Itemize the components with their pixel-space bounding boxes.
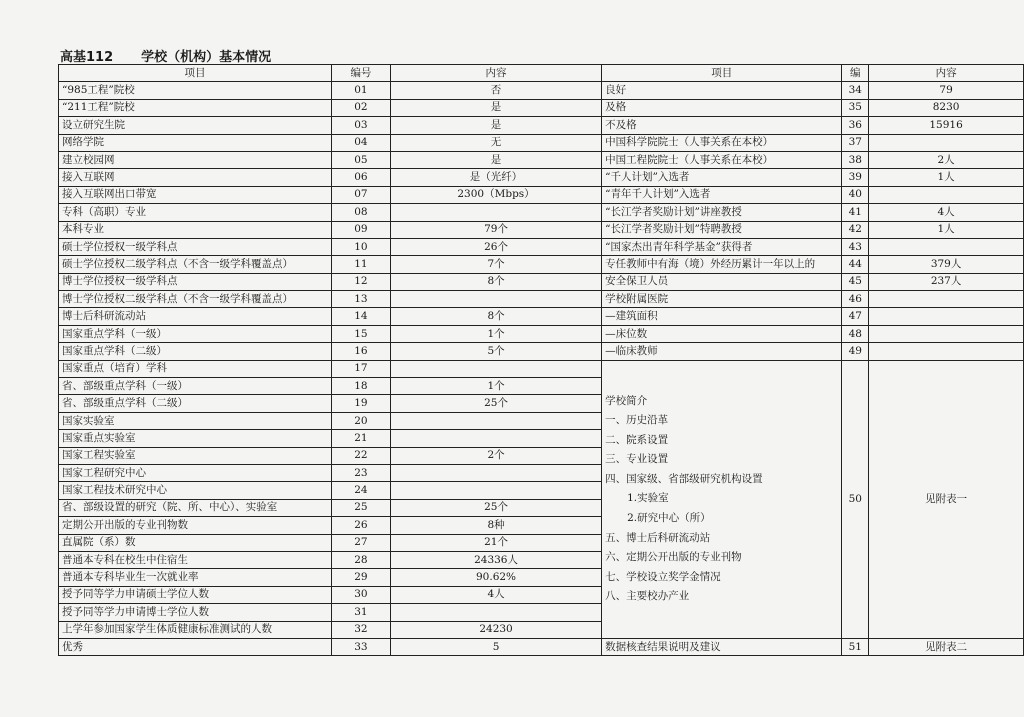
row-content (869, 238, 1024, 255)
row-content: 见附表二 (869, 638, 1024, 655)
row-content: 26个 (390, 238, 601, 255)
row-number: 38 (842, 151, 869, 168)
row-content: 是（光纤） (390, 169, 601, 186)
row-number: 44 (842, 256, 869, 273)
row-item: 国家实验室 (59, 412, 332, 429)
header-content: 内容 (390, 65, 601, 82)
row-item: 专任教师中有海（境）外经历累计一年以上的 (602, 256, 842, 273)
row-item: 硕士学位授权二级学科点（不含一级学科覆盖点） (59, 256, 332, 273)
row-content (390, 604, 601, 621)
row-item: 省、部级重点学科（一级） (59, 378, 332, 395)
row-item: 授予同等学力申请博士学位人数 (59, 604, 332, 621)
row-content: 5个 (390, 343, 601, 360)
row-content (390, 291, 601, 308)
row-content: 90.62% (390, 569, 601, 586)
row-number: 36 (842, 117, 869, 134)
row-item: 省、部级设置的研究（院、所、中心）、实验室 (59, 499, 332, 516)
row-number: 04 (331, 134, 390, 151)
intro-line: 六、定期公开出版的专业刊物 (605, 551, 742, 564)
page-title (60, 46, 299, 65)
header-number: 编 (842, 65, 869, 82)
table-row (59, 238, 1024, 255)
row-content: 1人 (869, 169, 1024, 186)
row-number: 25 (331, 499, 390, 516)
row-item: 普通本专科毕业生一次就业率 (59, 569, 332, 586)
row-content (869, 291, 1024, 308)
row-number: 02 (331, 99, 390, 116)
row-content: 1人 (869, 221, 1024, 238)
row-item: 中国科学院院士（人事关系在本校） (602, 134, 842, 151)
basic-info-table (58, 64, 1024, 656)
row-content: 8个 (390, 273, 601, 290)
row-item: —建筑面积 (602, 308, 842, 325)
row-content: 379人 (869, 256, 1024, 273)
row-content: 15916 (869, 117, 1024, 134)
table-row (59, 169, 1024, 186)
row-number: 48 (842, 325, 869, 342)
row-item: 建立校园网 (59, 151, 332, 168)
row-number: 42 (842, 221, 869, 238)
form-name: 学校（机构）基本情况 (141, 50, 272, 65)
row-number: 30 (331, 586, 390, 603)
row-number: 26 (331, 517, 390, 534)
row-item: 国家工程研究中心 (59, 464, 332, 481)
intro-line: 1.实验室 (627, 492, 669, 505)
row-item: 学校附属医院 (602, 291, 842, 308)
intro-line: 七、学校设立奖学金情况 (605, 570, 721, 583)
row-number: 39 (842, 169, 869, 186)
row-item: 博士后科研流动站 (59, 308, 332, 325)
intro-line: 二、院系设置 (605, 433, 669, 446)
row-item: 国家重点学科（二级） (59, 343, 332, 360)
intro-line: 2.研究中心（所） (627, 512, 711, 525)
table-row (59, 82, 1024, 99)
row-number: 19 (331, 395, 390, 412)
row-number: 34 (842, 82, 869, 99)
row-number: 33 (331, 638, 390, 655)
row-number: 16 (331, 343, 390, 360)
table-row (59, 291, 1024, 308)
intro-number: 50 (842, 360, 869, 638)
table-row (59, 308, 1024, 325)
row-item: 安全保卫人员 (602, 273, 842, 290)
row-item: 设立研究生院 (59, 117, 332, 134)
row-content (390, 412, 601, 429)
table-row (59, 343, 1024, 360)
row-number: 35 (842, 99, 869, 116)
row-item: 不及格 (602, 117, 842, 134)
row-item: 博士学位授权一级学科点 (59, 273, 332, 290)
row-content (390, 360, 601, 377)
row-content (390, 430, 601, 447)
row-number: 18 (331, 378, 390, 395)
row-number: 31 (331, 604, 390, 621)
row-number: 37 (842, 134, 869, 151)
row-content: 无 (390, 134, 601, 151)
row-number: 40 (842, 186, 869, 203)
row-number: 23 (331, 464, 390, 481)
row-item: 省、部级重点学科（二级） (59, 395, 332, 412)
row-content: 是 (390, 99, 601, 116)
header-number: 编号 (331, 65, 390, 82)
row-item: “青年千人计划”入选者 (602, 186, 842, 203)
row-item: 及格 (602, 99, 842, 116)
row-content: 否 (390, 82, 601, 99)
row-item: 网络学院 (59, 134, 332, 151)
table-row (59, 186, 1024, 203)
row-content: 2个 (390, 447, 601, 464)
row-number: 14 (331, 308, 390, 325)
row-item: 国家重点实验室 (59, 430, 332, 447)
row-content (869, 325, 1024, 342)
row-number: 11 (331, 256, 390, 273)
row-number: 29 (331, 569, 390, 586)
intro-line: 五、博士后科研流动站 (605, 531, 711, 544)
row-item: 定期公开出版的专业刊物数 (59, 517, 332, 534)
row-content (390, 464, 601, 481)
table-row (59, 134, 1024, 151)
row-number: 41 (842, 204, 869, 221)
row-content: 21个 (390, 534, 601, 551)
row-item: “211工程”院校 (59, 99, 332, 116)
row-content: 8个 (390, 308, 601, 325)
row-number: 27 (331, 534, 390, 551)
table-row (59, 151, 1024, 168)
row-item: “国家杰出青年科学基金”获得者 (602, 238, 842, 255)
header-item: 项目 (59, 65, 332, 82)
row-content: 5 (390, 638, 601, 655)
row-item: 硕士学位授权一级学科点 (59, 238, 332, 255)
row-item: “985工程”院校 (59, 82, 332, 99)
row-number: 51 (842, 638, 869, 655)
row-content: 4人 (869, 204, 1024, 221)
row-content: 24230 (390, 621, 601, 638)
row-number: 15 (331, 325, 390, 342)
row-content: 79个 (390, 221, 601, 238)
row-number: 07 (331, 186, 390, 203)
row-item: 上学年参加国家学生体质健康标准测试的人数 (59, 621, 332, 638)
row-item: 国家重点（培育）学科 (59, 360, 332, 377)
row-number: 22 (331, 447, 390, 464)
row-number: 17 (331, 360, 390, 377)
school-intro-list (602, 360, 842, 638)
row-item: 博士学位授权二级学科点（不含一级学科覆盖点） (59, 291, 332, 308)
row-content: 2300（Mbps） (390, 186, 601, 203)
row-item: 数据核查结果说明及建议 (602, 638, 842, 655)
table-row (59, 256, 1024, 273)
row-number: 06 (331, 169, 390, 186)
row-content: 237人 (869, 273, 1024, 290)
row-content: 8230 (869, 99, 1024, 116)
row-item: 良好 (602, 82, 842, 99)
row-content: 1个 (390, 378, 601, 395)
row-number: 49 (842, 343, 869, 360)
row-number: 01 (331, 82, 390, 99)
table-header-row (59, 65, 1024, 82)
row-content (390, 204, 601, 221)
table-row (59, 360, 1024, 377)
table-row (59, 117, 1024, 134)
row-item: “长江学者奖励计划”讲座教授 (602, 204, 842, 221)
row-item: “长江学者奖励计划”特聘教授 (602, 221, 842, 238)
row-item: “千人计划”入选者 (602, 169, 842, 186)
header-item: 项目 (602, 65, 842, 82)
row-content: 8种 (390, 517, 601, 534)
row-item: 授予同等学力申请硕士学位人数 (59, 586, 332, 603)
row-number: 43 (842, 238, 869, 255)
row-item: 优秀 (59, 638, 332, 655)
row-item: —床位数 (602, 325, 842, 342)
intro-line: 四、国家级、省部级研究机构设置 (605, 472, 763, 485)
table-row (59, 221, 1024, 238)
row-number: 08 (331, 204, 390, 221)
row-number: 10 (331, 238, 390, 255)
row-number: 05 (331, 151, 390, 168)
header-content: 内容 (869, 65, 1024, 82)
row-item: 国家工程技术研究中心 (59, 482, 332, 499)
row-content: 79 (869, 82, 1024, 99)
intro-line: 一、历史沿革 (605, 414, 669, 427)
intro-line: 三、专业设置 (605, 453, 669, 466)
row-content: 24336人 (390, 551, 601, 568)
table-row (59, 99, 1024, 116)
row-number: 46 (842, 291, 869, 308)
table-row (59, 325, 1024, 342)
row-content: 4人 (390, 586, 601, 603)
row-content (869, 308, 1024, 325)
row-content (869, 343, 1024, 360)
row-content: 2人 (869, 151, 1024, 168)
row-content: 25个 (390, 499, 601, 516)
row-content: 是 (390, 117, 601, 134)
row-number: 21 (331, 430, 390, 447)
intro-line: 八、主要校办产业 (605, 590, 690, 603)
form-code: 高基112 (60, 50, 114, 65)
row-item: 国家工程实验室 (59, 447, 332, 464)
row-item: 本科专业 (59, 221, 332, 238)
row-number: 28 (331, 551, 390, 568)
row-number: 45 (842, 273, 869, 290)
row-number: 09 (331, 221, 390, 238)
row-item: 接入互联网出口带宽 (59, 186, 332, 203)
row-content: 1个 (390, 325, 601, 342)
table-row (59, 204, 1024, 221)
intro-content: 见附表一 (869, 360, 1024, 638)
row-number: 24 (331, 482, 390, 499)
row-content (390, 482, 601, 499)
row-item: 普通本专科在校生中住宿生 (59, 551, 332, 568)
row-content: 是 (390, 151, 601, 168)
row-content (869, 186, 1024, 203)
row-number: 47 (842, 308, 869, 325)
row-content: 7个 (390, 256, 601, 273)
row-item: 直属院（系）数 (59, 534, 332, 551)
intro-line: 学校简介 (605, 394, 648, 407)
table-row (59, 273, 1024, 290)
row-item: 接入互联网 (59, 169, 332, 186)
table-row (59, 638, 1024, 655)
row-item: 国家重点学科（一级） (59, 325, 332, 342)
row-number: 20 (331, 412, 390, 429)
row-item: 中国工程院院士（人事关系在本校） (602, 151, 842, 168)
row-number: 13 (331, 291, 390, 308)
row-number: 12 (331, 273, 390, 290)
row-content: 25个 (390, 395, 601, 412)
row-content (869, 134, 1024, 151)
row-item: 专科（高职）专业 (59, 204, 332, 221)
row-number: 32 (331, 621, 390, 638)
row-number: 03 (331, 117, 390, 134)
row-item: —临床教师 (602, 343, 842, 360)
